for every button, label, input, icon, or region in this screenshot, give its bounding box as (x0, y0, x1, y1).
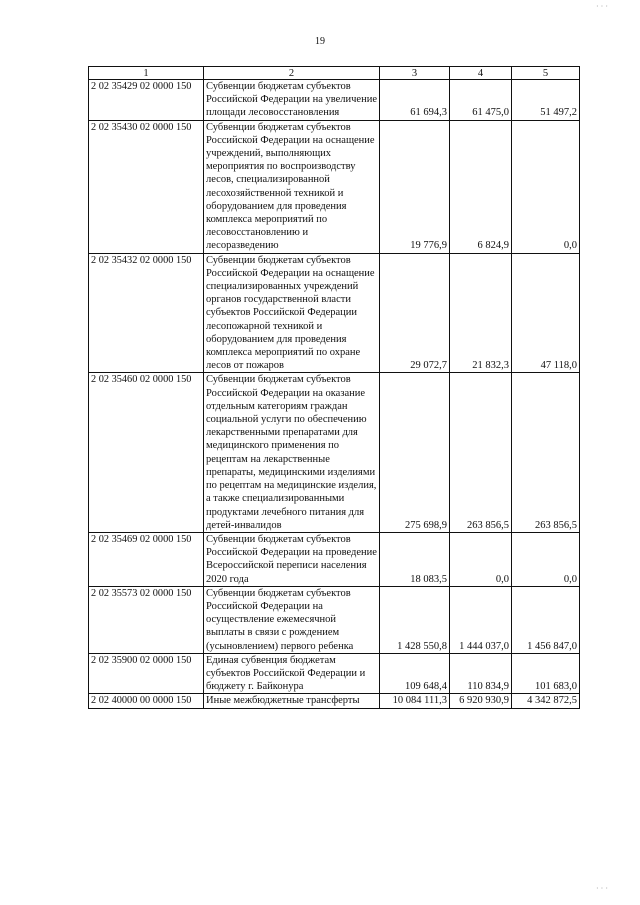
table-row (89, 694, 580, 708)
revenue-description: Иные межбюджетные трансферты (204, 694, 380, 708)
column-header: 5 (512, 67, 580, 80)
column-header: 3 (380, 67, 450, 80)
scan-mark-bottom: · · · (596, 884, 608, 893)
amount-col-3: 1 428 550,8 (380, 586, 450, 653)
amount-col-5: 0,0 (512, 120, 580, 253)
classification-code: 2 02 35469 02 0000 150 (89, 532, 204, 586)
amount-col-3: 18 083,5 (380, 532, 450, 586)
revenue-description: Субвенции бюджетам субъектов Российской Федерации на осуществление ежемесячной выплаты в связи с рождением (усыновлением) первого ребенка (204, 586, 380, 653)
page-number: 19 (315, 36, 325, 47)
classification-code: 2 02 40000 00 0000 150 (89, 694, 204, 708)
revenue-description: Субвенции бюджетам субъектов Российской Федерации на оснащение учреждений, выполняющих мероприятия по воспроизводству лесов, специализированной лесохозяйственной техникой и оборудованием для проведения комплекса мероприятий по лесовосстановлению и лесоразведению (204, 120, 380, 253)
amount-col-4: 263 856,5 (450, 373, 512, 532)
amount-col-4: 61 475,0 (450, 80, 512, 121)
amount-col-5: 263 856,5 (512, 373, 580, 532)
classification-code: 2 02 35432 02 0000 150 (89, 253, 204, 373)
classification-code: 2 02 35573 02 0000 150 (89, 586, 204, 653)
column-header: 1 (89, 67, 204, 80)
column-header: 4 (450, 67, 512, 80)
table-row (89, 373, 580, 532)
classification-code: 2 02 35429 02 0000 150 (89, 80, 204, 121)
scan-mark-top: · · · (596, 2, 608, 11)
amount-col-5: 47 118,0 (512, 253, 580, 373)
amount-col-3: 10 084 111,3 (380, 694, 450, 708)
column-header: 2 (204, 67, 380, 80)
revenue-description: Субвенции бюджетам субъектов Российской Федерации на оказание отдельным категориям граждан социальной услуги по обеспечению лекарственными препаратами для медицинского применения по рецептам на лекарственные препараты, медицинскими изделиями по рецептам на медицинские изделия, а также специализированными продуктами лечебного питания для детей-инвалидов (204, 373, 380, 532)
revenue-description: Субвенции бюджетам субъектов Российской Федерации на увеличение площади лесовосстановления (204, 80, 380, 121)
table-row (89, 253, 580, 373)
classification-code: 2 02 35460 02 0000 150 (89, 373, 204, 532)
amount-col-4: 0,0 (450, 532, 512, 586)
table-header-row (89, 67, 580, 80)
amount-col-5: 1 456 847,0 (512, 586, 580, 653)
budget-table (88, 66, 580, 709)
table-row (89, 80, 580, 121)
amount-col-4: 21 832,3 (450, 253, 512, 373)
amount-col-5: 51 497,2 (512, 80, 580, 121)
amount-col-5: 101 683,0 (512, 653, 580, 694)
amount-col-4: 6 920 930,9 (450, 694, 512, 708)
classification-code: 2 02 35430 02 0000 150 (89, 120, 204, 253)
table-row (89, 653, 580, 694)
amount-col-3: 19 776,9 (380, 120, 450, 253)
revenue-description: Субвенции бюджетам субъектов Российской Федерации на оснащение специализированных учреждений органов государственной власти субъектов Российской Федерации лесопожарной техникой и оборудованием для проведения комплекса мероприятий по охране лесов от пожаров (204, 253, 380, 373)
amount-col-5: 0,0 (512, 532, 580, 586)
amount-col-4: 1 444 037,0 (450, 586, 512, 653)
amount-col-3: 275 698,9 (380, 373, 450, 532)
amount-col-3: 29 072,7 (380, 253, 450, 373)
amount-col-3: 61 694,3 (380, 80, 450, 121)
classification-code: 2 02 35900 02 0000 150 (89, 653, 204, 694)
table-row (89, 586, 580, 653)
amount-col-3: 109 648,4 (380, 653, 450, 694)
table-row (89, 120, 580, 253)
revenue-description: Субвенции бюджетам субъектов Российской Федерации на проведение Всероссийской переписи населения 2020 года (204, 532, 380, 586)
table-row (89, 532, 580, 586)
amount-col-4: 6 824,9 (450, 120, 512, 253)
amount-col-5: 4 342 872,5 (512, 694, 580, 708)
amount-col-4: 110 834,9 (450, 653, 512, 694)
revenue-description: Единая субвенция бюджетам субъектов Российской Федерации и бюджету г. Байконура (204, 653, 380, 694)
